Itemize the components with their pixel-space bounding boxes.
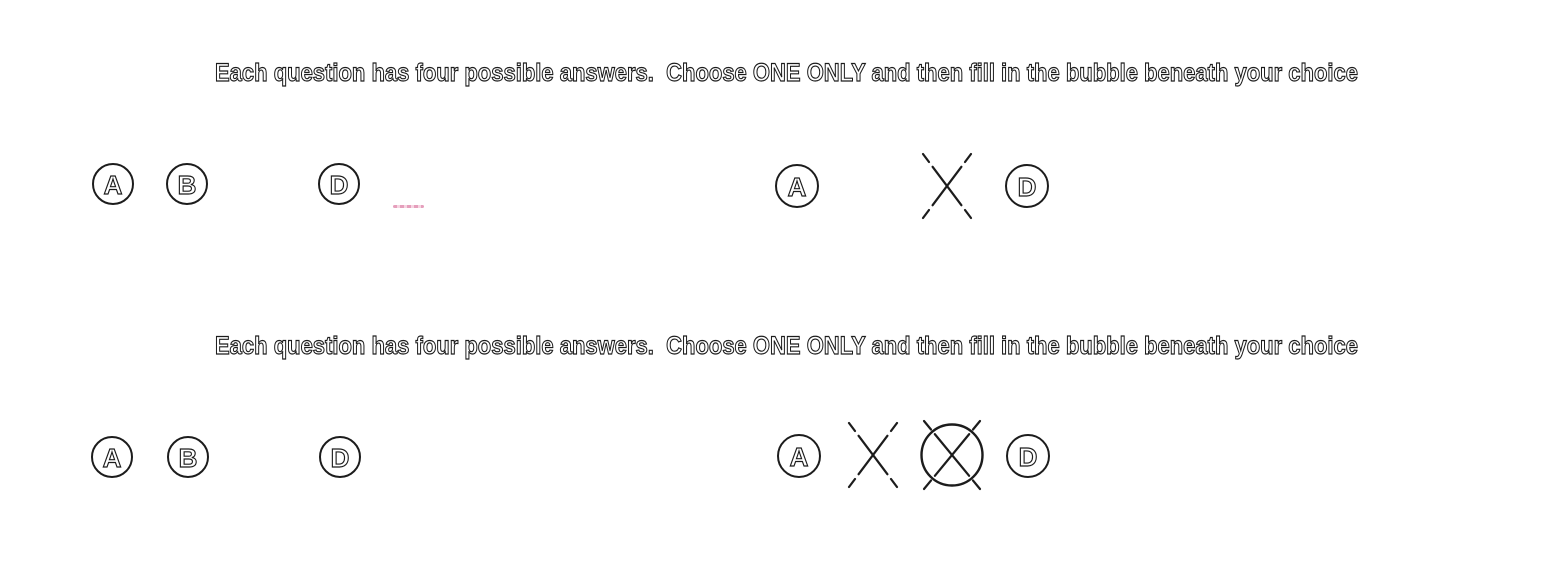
bubble-label: D — [1018, 442, 1038, 472]
answer-bubble-b[interactable] — [166, 163, 208, 205]
answer-bubble-a[interactable] — [92, 163, 134, 205]
answer-bubble-a[interactable] — [775, 164, 819, 208]
bubble-label: A — [102, 443, 122, 473]
answer-bubble-d[interactable] — [319, 436, 361, 478]
pink-dashed-underline — [393, 205, 424, 208]
answer-bubble-d[interactable] — [318, 163, 360, 205]
bubble-label: B — [177, 170, 197, 200]
answer-bubble-a[interactable] — [91, 436, 133, 478]
bubble-label: D — [329, 170, 349, 200]
answer-bubble-d[interactable] — [1005, 164, 1049, 208]
answer-bubble-a[interactable] — [777, 434, 821, 478]
x-mark — [919, 150, 975, 222]
bubble-label: A — [789, 442, 809, 472]
instruction-text-1: Each question has four possible answers. Choose ONE ONLY and then fill in the bubble beneath your choice — [215, 59, 1358, 87]
bubble-label: D — [1017, 172, 1037, 202]
x-mark — [845, 419, 901, 491]
answer-bubble-b[interactable] — [167, 436, 209, 478]
crossed-circle-mark — [916, 415, 988, 495]
bubble-label: B — [178, 443, 198, 473]
bubble-label: A — [103, 170, 123, 200]
bubble-label: A — [787, 172, 807, 202]
bubble-label: D — [330, 443, 350, 473]
answer-bubble-d[interactable] — [1006, 434, 1050, 478]
instruction-text-2: Each question has four possible answers. Choose ONE ONLY and then fill in the bubble beneath your choice — [215, 332, 1358, 360]
